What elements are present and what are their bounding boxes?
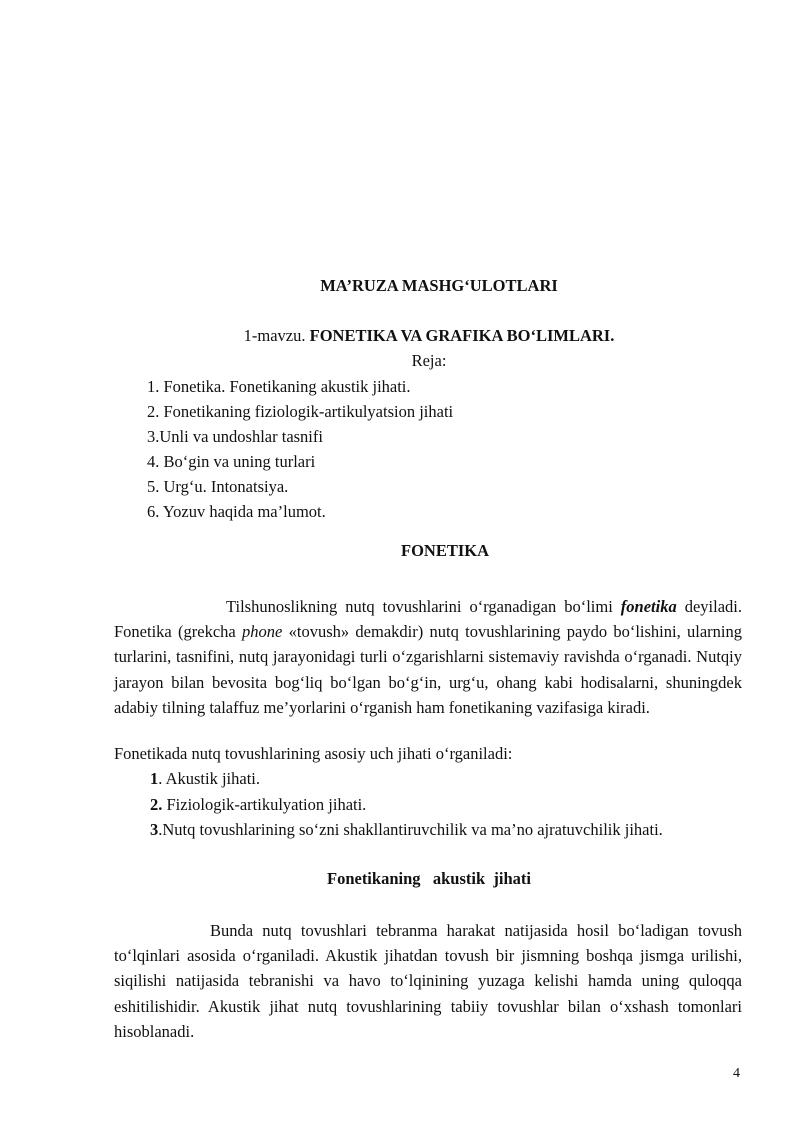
paragraph-text: Tilshunoslikning nutq tovushlarini o‘rganadigan bo‘limi <box>226 597 621 616</box>
plan-item: 6. Yozuv haqida ma’lumot. <box>147 502 326 521</box>
term-fonetika: fonetika <box>620 597 677 616</box>
paragraph-akustik <box>114 918 742 1044</box>
term-phone: phone <box>242 622 283 642</box>
plan-list <box>147 374 453 524</box>
section-heading-fonetika: FONETIKA <box>400 541 489 560</box>
aspect-item: 1. Akustik jihati. <box>150 769 261 788</box>
topic-prefix: 1-mavzu. <box>243 326 310 345</box>
paragraph-text: Bunda nutq tovushlari tebranma harakat natijasida hosil bo‘ladigan tovush to‘lqinlari asosida o‘rganiladi. Akustik jihatdan tovush bir jismning boshqa jismga urilishi, siqilishi natijasida tebranishi va havo to‘lqinining yuzaga kelishi hamda uning quloqqa eshitilishidir. Akustik jihat nutq tovushlarining tabiiy tovushlar bilan o‘xshash tomonlari hisoblanadi. <box>114 921 742 1041</box>
paragraph-text: «tovush» demakdir) nutq tovushlarining paydo bo‘lishini, ularning turlarini, tasnifini, nutq jarayonidagi turli o‘zgarishlarni sistemaviy ravishda o‘rganadi. Nutqiy jarayon bilan bevosita bog‘liq bo‘lgan bo‘g‘in, urg‘u, ohang kabi hodisalarni, shuningdek adabiy tilning talaffuz me’yorlarini o‘rganish ham fonetikaning vazifasiga kiradi. <box>114 622 742 717</box>
plan-item: 4. Bo‘gin va uning turlari <box>147 452 316 471</box>
plan-item: 3.Unli va undoshlar tasnifi <box>147 427 323 446</box>
topic-title: FONETIKA VA GRAFIKA BO‘LIMLARI. <box>309 326 615 345</box>
plan-item: 1. Fonetika. Fonetikaning akustik jihati. <box>147 377 411 396</box>
plan-item: 2. Fonetikaning fiziologik-artikulyatsion jihati <box>147 402 454 421</box>
section-heading-akustik: Fonetikaning akustik jihati <box>326 869 531 888</box>
page-number: 4 <box>733 1066 740 1081</box>
plan-item: 5. Urg‘u. Intonatsiya. <box>147 477 289 496</box>
aspect-list <box>150 766 663 843</box>
aspect-item: 2. Fiziologik-artikulyation jihati. <box>150 794 367 814</box>
main-title: MA’RUZA MASHG‘ULOTLARI <box>320 276 558 295</box>
plan-heading: Reja: <box>411 351 447 370</box>
aspect-item: 3.Nutq tovushlarining so‘zni shakllantiruvchilik va ma’no ajratuvchilik jihati. <box>150 820 663 839</box>
topic-line <box>0 326 800 346</box>
paragraph-fonetika-definition <box>114 594 742 720</box>
paragraph-aspects-intro: Fonetikada nutq tovushlarining asosiy uch jihati o‘rganiladi: <box>114 744 513 763</box>
paragraph-text: deyiladi. Fonetika (grekcha <box>114 597 743 642</box>
